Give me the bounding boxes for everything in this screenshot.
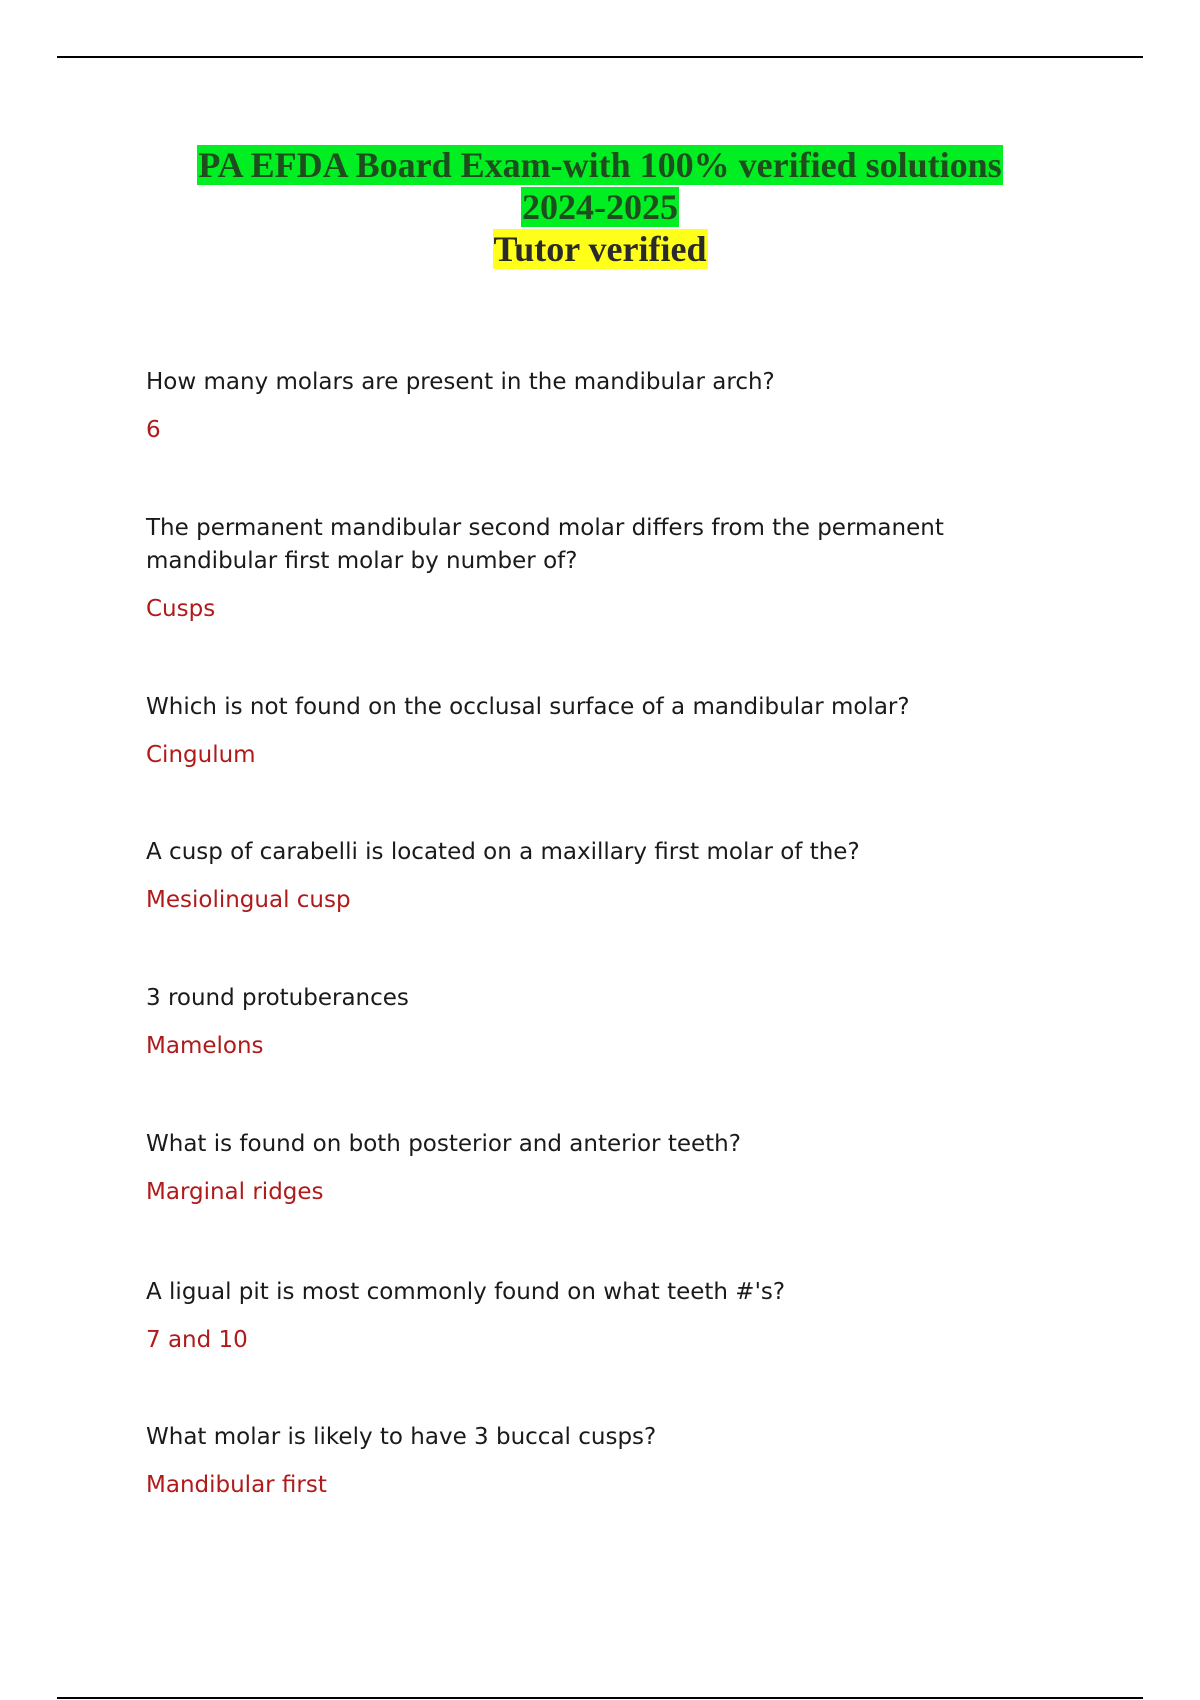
top-rule (57, 56, 1143, 58)
title-line-3 (0, 228, 1200, 270)
title-year: 2024-2025 (522, 187, 678, 227)
question-3: Which is not found on the occlusal surface of a mandibular molar? (146, 694, 910, 720)
title-line-1 (0, 144, 1200, 186)
question-7: A ligual pit is most commonly found on what teeth #'s? (146, 1279, 786, 1305)
answer-6: Marginal ridges (146, 1179, 324, 1205)
bottom-rule (57, 1697, 1143, 1699)
question-5: 3 round protuberances (146, 985, 409, 1011)
document-title (0, 144, 1200, 270)
question-6: What is found on both posterior and anterior teeth? (146, 1131, 741, 1157)
qa-item-5 (146, 982, 1046, 1128)
answer-1: 6 (146, 417, 161, 443)
answer-8: Mandibular first (146, 1472, 327, 1498)
title-verified: Tutor verified (493, 229, 707, 269)
qa-item-8 (146, 1421, 1046, 1502)
qa-list (146, 366, 1046, 1502)
answer-4: Mesiolingual cusp (146, 887, 351, 913)
answer-5: Mamelons (146, 1033, 264, 1059)
qa-item-2 (146, 512, 1046, 691)
answer-2: Cusps (146, 596, 216, 622)
qa-item-6 (146, 1128, 1046, 1276)
qa-item-7 (146, 1276, 1046, 1421)
question-2: The permanent mandibular second molar differs from the permanent mandibular first molar by number of? (146, 515, 944, 574)
answer-7: 7 and 10 (146, 1327, 248, 1353)
title-line-2 (0, 186, 1200, 228)
qa-item-1 (146, 366, 1046, 512)
question-1: How many molars are present in the mandibular arch? (146, 369, 775, 395)
question-4: A cusp of carabelli is located on a maxillary first molar of the? (146, 839, 860, 865)
answer-3: Cingulum (146, 742, 256, 768)
title-main: PA EFDA Board Exam-with 100% verified solutions (198, 145, 1002, 185)
qa-item-4 (146, 836, 1046, 982)
qa-item-3 (146, 691, 1046, 836)
question-8: What molar is likely to have 3 buccal cusps? (146, 1424, 657, 1450)
